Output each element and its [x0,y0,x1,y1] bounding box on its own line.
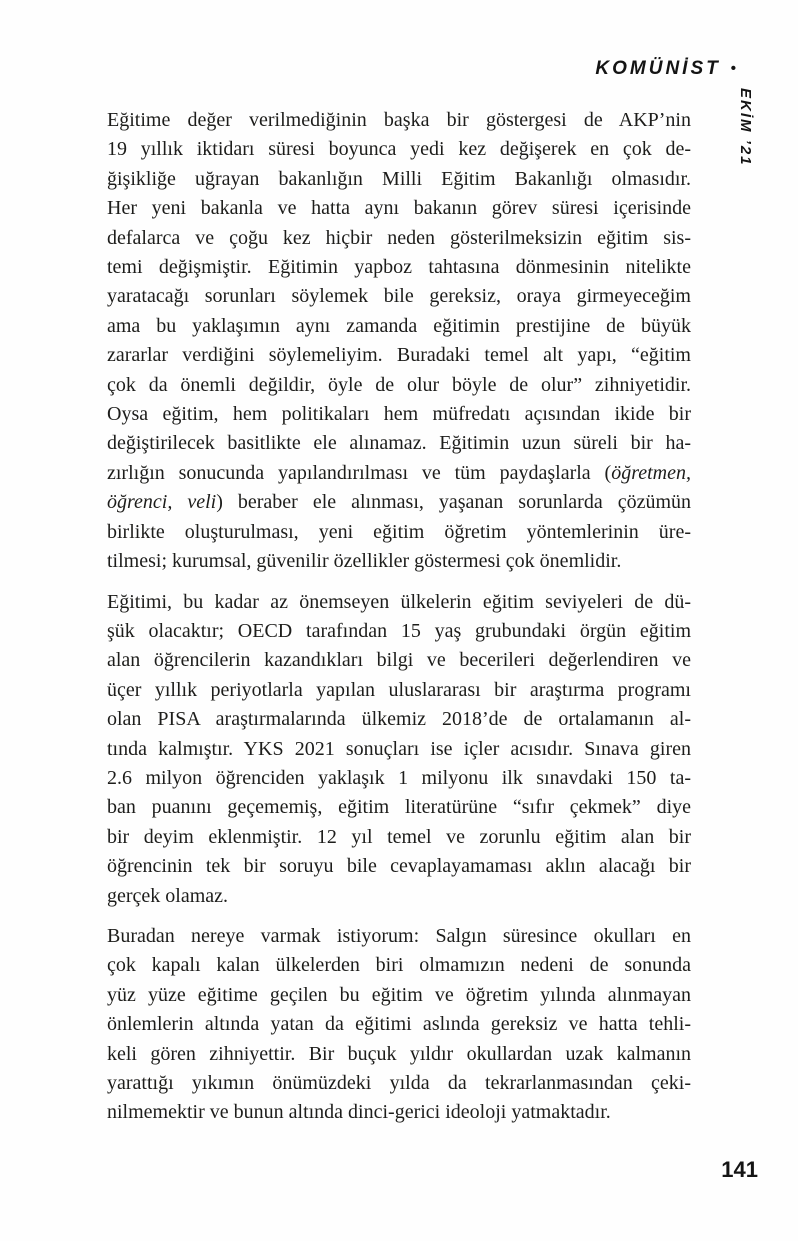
text-line: ama bu yaklaşımın aynı zamanda eğitimin prestijine de büyük [107,314,691,337]
text-line: defalarca ve çoğu kez hiçbir neden gösterilmeksizin eğitim sis- [107,226,691,249]
text-line: çok da önemli değildir, öyle de olur böyle de olur” zihniyetidir. [107,373,691,396]
text-line: değiştirilecek basitlikte ele alınamaz. Eğitimin uzun süreli bir ha- [107,432,691,455]
text-line: keli gören zihniyettir. Bir buçuk yıldır okullardan uzak kalmanın [107,1042,691,1065]
text-line: yaratacağı sorunları söylemek bile gereksiz, oraya girmeyeceğim [107,285,691,308]
text-line: öğrencinin tek bir soruyu bile cevaplayamaması aklın alacağı bir [107,855,691,878]
text-line: yüz yüze eğitime geçilen bu eğitim ve öğretim yılında alınmayan [107,983,691,1006]
text-line: olan PISA araştırmalarında ülkemiz 2018’de de ortalamanın al- [107,708,691,731]
text-block [107,106,691,1139]
text-line: 19 yıllık iktidarı süresi boyunca yedi kez değişerek en çok de- [107,138,691,161]
text-line: Eğitimi, bu kadar az önemseyen ülkelerin eğitim seviyeleri de dü- [107,590,691,613]
text-line: Buradan nereye varmak istiyorum: Salgın süresince okulları en [107,924,691,947]
text-line: ğişikliğe uğrayan bakanlığın Milli Eğitim Bakanlığı olmasıdır. [107,167,691,190]
text-line: önlemlerin altında yatan da eğitimi aslında gereksiz ve hatta tehli- [107,1013,691,1036]
text-line: Her yeni bakanla ve hatta aynı bakanın görev süresi içerisinde [107,197,691,220]
text-line: tilmesi; kurumsal, güvenilir özellikler göstermesi çok önemlidir. [107,550,622,573]
text-line: birlikte oluşturulması, yeni eğitim öğretim yöntemlerinin üre- [107,520,691,543]
page-number: 141 [721,1157,758,1182]
text-line: 2.6 milyon öğrenciden yaklaşık 1 milyonu ilk sınavdaki 150 ta- [107,766,691,789]
issue-date-vertical: EKİM ’21 [737,88,754,167]
text-line: çok kapalı kalan ülkelerden biri olmamızın nedeni de sonunda [107,954,691,977]
paragraph [107,922,691,1128]
text-line: zararlar verdiğini söylemeliyim. Buradaki temel alt yapı, “eğitim [107,344,691,367]
page-header [595,58,736,80]
text-line: şük olacaktır; OECD tarafından 15 yaş grubundaki örgün eğitim [107,619,691,642]
text-line: ban puanını geçememiş, eğitim literatürüne “sıfır çekmek” diye [107,796,691,819]
text-line: Eğitime değer verilmediğinin başka bir göstergesi de AKP’nin [107,109,691,131]
journal-title: KOMÜNİST [595,58,721,79]
text-line: üçer yıllık periyotlarla yapılan uluslararası bir araştırma programı [107,678,691,701]
text-line: tında kalmıştır. YKS 2021 sonuçları ise içler acısıdır. Sınava giren [107,737,691,760]
text-line: yarattığı yıkımın önümüzdeki yılda da tekrarlanmasından çeki- [107,1072,691,1094]
bullet-separator-icon: • [730,60,736,77]
text-line: nilmemektir ve bunun altında dinci-gerici ideoloji yatmaktadır. [107,1101,611,1124]
text-line: temi değişmiştir. Eğitimin yapboz tahtasına dönmesinin nitelikte [107,256,691,279]
text-line: alan öğrencilerin kazandıkları bilgi ve becerileri değerlendiren ve [107,649,691,672]
paragraph [107,588,691,911]
text-line: Oysa eğitim, hem politikaları hem müfredatı açısından ikide bir [107,403,691,426]
text-line: bir deyim eklenmiştir. 12 yıl temel ve zorunlu eğitim alan bir [107,825,691,848]
text-line: zırlığın sonucunda yapılandırılması ve tüm paydaşlarla (öğretmen, [107,461,691,484]
text-line: öğrenci, veli) beraber ele alınması, yaşanan sorunlarda çözümün [107,491,692,514]
text-line: gerçek olamaz. [107,884,229,907]
paragraph [107,106,691,577]
